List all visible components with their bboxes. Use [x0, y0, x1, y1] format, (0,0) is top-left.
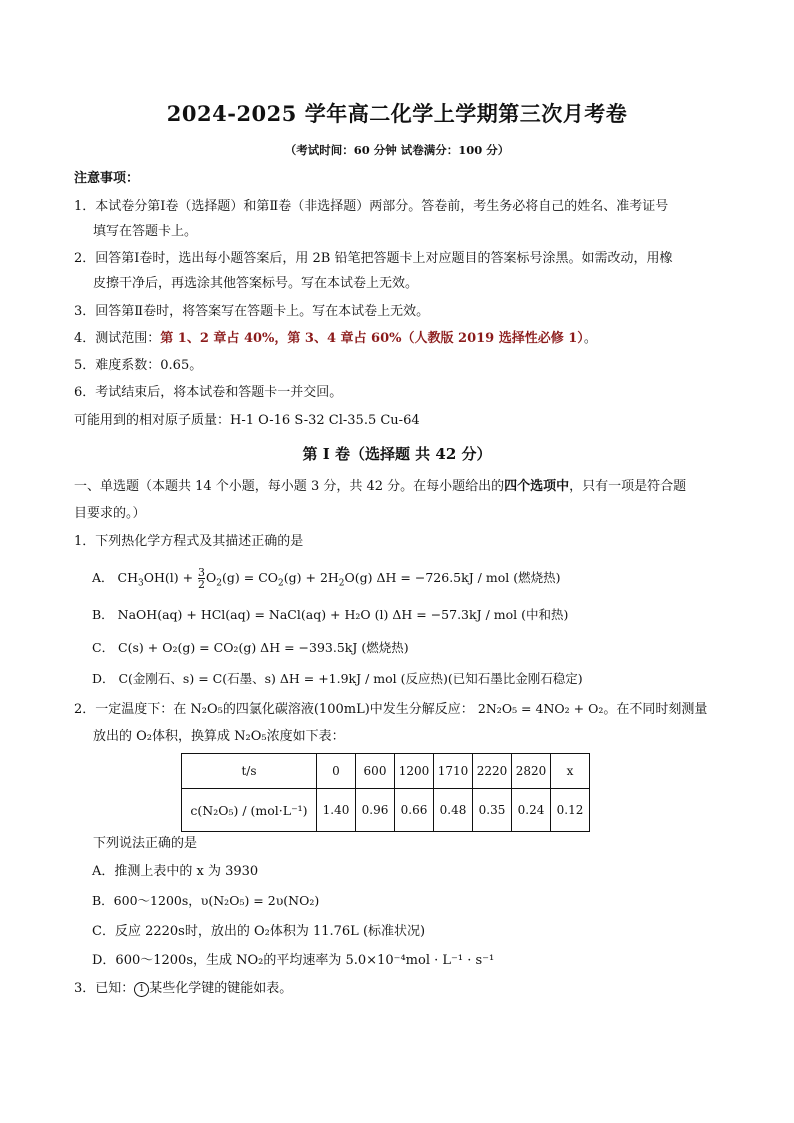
page-title: 2024-2025 学年高二化学上学期第三次月考卷 [166, 101, 628, 126]
table-row-label: c(N₂O₅) / (mol·L⁻¹) [182, 789, 317, 832]
q2-option-d: D．600～1200s，生成 NO₂的平均速率为 5.0×10⁻⁴mol · L⁻¹ · s⁻¹ [92, 953, 495, 968]
q1-a-part5: (g) + 2H [283, 570, 339, 585]
notice-item-5: 5．难度系数：0.65。 [74, 358, 203, 373]
table-cell: 0.66 [395, 789, 434, 832]
table-header-cell: 1710 [434, 754, 473, 789]
table-row [182, 754, 590, 789]
notice-item-2: 2．回答第Ⅰ卷时，选出每小题答案后，用 2B 铅笔把答题卡上对应题目的答案标号涂黑。如需改动，用橡 [74, 251, 673, 266]
section-title: 第 I 卷（选择题 共 42 分） [302, 445, 492, 463]
q2-option-b: B．600～1200s，υ(N₂O₅) = 2υ(NO₂) [92, 893, 320, 908]
q1-option-b: B． NaOH(aq) + HCl(aq) = NaCl(aq) + H₂O (l) ΔH = −57.3kJ / mol (中和热) [92, 607, 569, 622]
notice-item-2-cont: 皮擦干净后，再选涂其他答案标号。写在本试卷上无效。 [93, 276, 419, 291]
table-cell: 1.40 [317, 789, 356, 832]
q1-a-part1: CH [117, 570, 138, 585]
q3-prefix: 3．已知： [74, 981, 135, 996]
table-row [182, 789, 590, 832]
notice-item-1-cont: 填写在答题卡上。 [93, 224, 198, 239]
notice-heading: 注意事项： [74, 171, 140, 186]
notice-item-3: 3．回答第Ⅱ卷时，将答案写在答题卡上。写在本试卷上无效。 [74, 304, 430, 319]
table-header-cell: 600 [356, 754, 395, 789]
notice-item-6: 6．考试结束后，将本试卷和答题卡一并交回。 [74, 385, 343, 400]
q2-question: 下列说法正确的是 [93, 836, 198, 851]
q2-option-a: A．推测上表中的 x 为 3930 [92, 864, 259, 879]
notice-item-4 [74, 330, 597, 348]
table-header-cell: 2820 [512, 754, 551, 789]
q3-stem [74, 980, 292, 998]
table-header-cell: 1200 [395, 754, 434, 789]
table-cell: 0.96 [356, 789, 395, 832]
table-cell: 0.48 [434, 789, 473, 832]
notice-item-4-suffix: 。 [583, 331, 597, 346]
instr-suffix: ，只有一项是符合题 [569, 479, 687, 494]
q1-a-fraction [198, 567, 205, 590]
table-cell: 0.24 [512, 789, 551, 832]
instr-bold: 四个选项中 [504, 479, 570, 494]
notice-item-1: 1．本试卷分第Ⅰ卷（选择题）和第Ⅱ卷（非选择题）两部分。答卷前，考生务必将自己的姓名、准考证号 [74, 199, 669, 214]
table-cell: 0.35 [473, 789, 512, 832]
q3-suffix: 某些化学键的键能如表。 [149, 981, 293, 996]
notice-item-4-scope: 第 1、2 章占 40%，第 3、4 章占 60%（人教版 2019 选择性必修 1） [160, 331, 584, 346]
circled-number-icon: 1 [134, 982, 149, 997]
q2-reaction: 2N₂O₅ = 4NO₂ + O₂ [477, 701, 604, 716]
section-instructions [74, 478, 686, 496]
table-header-cell: x [551, 754, 590, 789]
q1-a-part2: OH(l) + [143, 570, 198, 585]
q1-a-denominator: 2 [198, 578, 206, 591]
q1-a-part3: O [206, 570, 217, 585]
q1-a-numerator: 3 [198, 566, 206, 579]
q2-stem-line1 [74, 700, 707, 719]
table-header-cell: 0 [317, 754, 356, 789]
q1-stem: 1．下列热化学方程式及其描述正确的是 [74, 534, 304, 549]
q2-data-table [181, 753, 590, 832]
q1-a-part6: O(g) ΔH = −726.5kJ / mol (燃烧热) [344, 570, 561, 585]
page-subtitle: （考试时间：60 分钟 试卷满分：100 分） [284, 143, 510, 157]
section-instructions-cont: 目要求的。） [74, 506, 146, 521]
q1-a-part4: (g) = CO [222, 570, 279, 585]
table-header-cell: t/s [182, 754, 317, 789]
q1-option-a: A． $CH_3OH(l)$ + $\frac{3}{2}$ $O_2(g) = CO_2(g) + 2H_2O(g) \Delta H = -726.5kJ$ / mol (燃烧热) [92, 566, 561, 591]
q1-option-d: D． C(金刚石、s) = C(石墨、s) ΔH = +1.9kJ / mol (反应热)(已知石墨比金刚石稳定) [92, 671, 583, 686]
q2-stem-line2: 放出的 O₂体积，换算成 N₂O₅浓度如下表： [93, 729, 345, 744]
table-cell: 0.12 [551, 789, 590, 832]
instr-prefix: 一、单选题（本题共 14 个小题，每小题 3 分，共 42 分。在每小题给出的 [74, 479, 505, 494]
notice-item-4-prefix: 4．测试范围： [74, 331, 161, 346]
q1-a-label: A． [92, 570, 114, 585]
table-header-cell: 2220 [473, 754, 512, 789]
atomic-mass-line: 可能用到的相对原子质量：H-1 O-16 S-32 Cl-35.5 Cu-64 [74, 413, 420, 428]
q2-option-c: C．反应 2220s时，放出的 O₂体积为 11.76L (标准状况) [92, 924, 426, 939]
q1-option-c: C． C(s) + O₂(g) = CO₂(g) ΔH = −393.5kJ (燃烧热) [92, 640, 409, 655]
q2-stem-prefix: 2．一定温度下：在 N₂O₅的四氯化碳溶液(100mL)中发生分解反应： [74, 702, 474, 717]
q2-stem-suffix: 。在不同时刻测量 [603, 702, 708, 717]
